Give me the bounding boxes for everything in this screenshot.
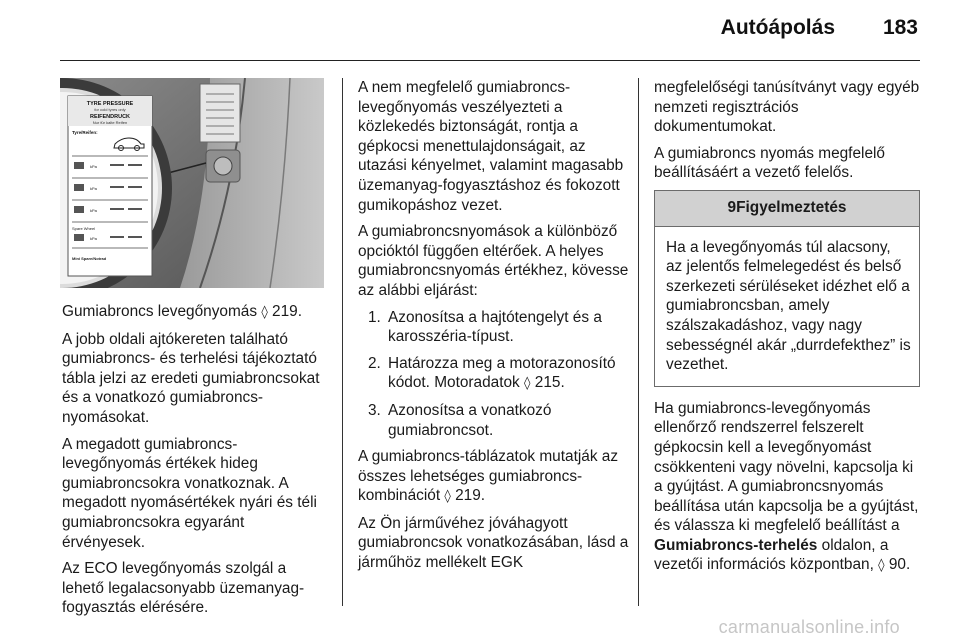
column-divider-2 <box>638 78 639 606</box>
page-ref-icon: ◊ <box>878 558 885 574</box>
tpms-text: Ha gumiabroncs-levegőnyomás ellenőrző rendszerrel felszerelt gépkocsin kell a levegőnyomást csökkenteni vagy növelni, kapcsolja ki a gyújtást. A gumiabroncsnyomás beállítása után kapcsolja be a gyújtást, és válassza ki megfelelő beállítást a <box>654 399 919 535</box>
page-ref-215[interactable]: 215. <box>534 374 565 392</box>
warning-header <box>655 191 919 227</box>
step-text: Azonosítsa a vonatkozó gumiabroncsot. <box>388 401 552 439</box>
svg-text:kPa: kPa <box>90 236 97 241</box>
header-divider <box>60 60 920 61</box>
step-text: Azonosítsa a hajtótengelyt és a karosszéria-típust. <box>388 308 602 346</box>
svg-text:kPa: kPa <box>90 208 97 213</box>
warning-icon: 9 <box>727 198 737 216</box>
tyre-load-menu-name: Gumiabroncs-terhelés <box>654 536 818 554</box>
col2-paragraph-4: Az Ön járművéhez jóváhagyott gumiabroncsok vonatkozásában, lásd a járműhöz mellékelt EGK <box>358 514 629 572</box>
warning-box <box>654 190 920 387</box>
col3-paragraph-2: A gumiabroncs nyomás megfelelő beállításáért a vezető felelős. <box>654 144 885 182</box>
figure-label-row-spare: Spare Wheel <box>72 226 96 231</box>
figure-label-title-4: Nur für kalte Reifen <box>92 120 128 125</box>
figure-label-title-2: for cold tyres only <box>94 107 126 112</box>
step-number: 2. <box>368 354 381 372</box>
page-ref-90[interactable]: 90. <box>888 556 911 574</box>
col3-paragraph-1: megfelelőségi tanúsítványt vagy egyéb nemzeti regisztrációs dokumentumokat. <box>654 79 920 136</box>
procedure-step <box>358 401 630 440</box>
col1-paragraph-2: A jobb oldali ajtókereten található gumiabroncs- és terhelési tájékoztató tábla jelzi az eredeti gumiabroncsokat és a vonatkozó gumiabroncs-nyomásokat. <box>62 330 320 426</box>
watermark: carmanualsonline.info <box>718 617 900 637</box>
col1-paragraph-4: Az ECO levegőnyomás szolgál a lehető legalacsonyabb üzemanyag-fogyasztás elérésére. <box>62 560 305 617</box>
col3-paragraph-3 <box>654 399 920 576</box>
tpms-text-end: oldalon, a vezetői információs központban, <box>654 536 889 574</box>
tyre-pressure-label-photo <box>60 78 324 288</box>
svg-text:kPa: kPa <box>90 186 97 191</box>
text-column-2 <box>358 78 630 580</box>
tyre-tables-text: A gumiabroncs-táblázatok mutatják az összes lehetséges gumiabroncs-kombinációt <box>358 448 619 505</box>
step-text: Határozza meg a motorazonosító kódot. Motoradatok <box>388 354 616 392</box>
figure-label-title-1: TYRE PRESSURE <box>86 101 134 107</box>
procedure-step <box>358 308 630 347</box>
column-divider-1 <box>342 78 343 606</box>
page-ref-219[interactable]: 219. <box>455 487 486 505</box>
text-column-3 <box>654 78 920 583</box>
figure-label-unit: kPa <box>90 164 97 169</box>
step-number: 3. <box>368 401 381 419</box>
col1-paragraph-1 <box>62 302 328 323</box>
page-ref-icon: ◊ <box>524 376 531 392</box>
warning-title: Figyelmeztetés <box>736 198 847 216</box>
page-ref-219[interactable]: 219. <box>272 303 303 320</box>
page-header-title: Autóápolás <box>720 16 835 39</box>
page-ref-icon: ◊ <box>444 489 451 505</box>
page-number: 183 <box>882 16 918 39</box>
col2-paragraph-3 <box>358 447 630 507</box>
text-column-1 <box>62 302 328 625</box>
col2-paragraph-2: A gumiabroncsnyomások a különböző opcióktól függően eltérőek. A helyes gumiabroncsnyomás értékhez, kövesse az alábbi eljárást: <box>358 223 629 299</box>
figure-label-row-tyre: Tyre/Reifen: <box>72 130 98 135</box>
warning-body: Ha a levegőnyomás túl alacsony, az jelentős felmelegedést és belső szerkezeti sérüléseket idézhet elő a gumiabroncsban, amely szálszakadáshoz, vagy nagy sebességnél akár „durrdefekthez” is vezethet. <box>666 238 911 374</box>
page-ref-icon: ◊ <box>261 305 268 320</box>
figure-label-title-3: REIFENDRUCK <box>89 114 131 120</box>
figure-label-row-mini: Mini Spare/Notrad <box>72 256 107 261</box>
step-number: 1. <box>368 308 381 326</box>
tyre-pressure-ref-text: Gumiabroncs levegőnyomás <box>62 303 258 320</box>
procedure-step <box>358 354 630 394</box>
col2-paragraph-1: A nem megfelelő gumiabroncs-levegőnyomás veszélyezteti a közlekedés biztonságát, rontja a gépkocsi menettulajdonságait, az utazási kényelmet, valamint magasabb üzemanyag-fogyasztáshoz és fokozott gumikopáshoz vezet. <box>358 79 624 214</box>
col1-paragraph-3: A megadott gumiabroncs-levegőnyomás értékek hideg gumiabroncsokra vonatkoznak. A megadott nyomásértékek nyári és téli gumiabroncsokra egyaránt érvényesek. <box>62 435 317 551</box>
procedure-steps <box>358 308 630 441</box>
